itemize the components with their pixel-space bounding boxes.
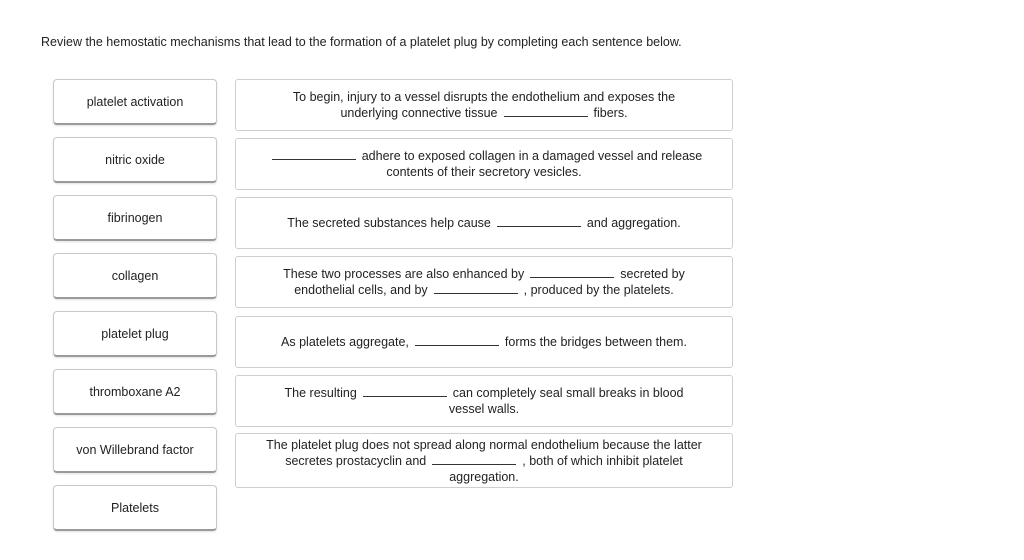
term-tile-von-willebrand-factor[interactable] [53,427,217,473]
sentence-text: can completely seal small breaks in blood [452,386,684,400]
term-tile-nitric-oxide[interactable] [53,137,217,183]
term-tile-platelet-activation[interactable] [53,79,217,125]
sentence-box-6 [235,375,733,427]
term-label: platelet activation [86,94,184,109]
sentence-box-1 [235,79,733,131]
term-tile-collagen[interactable] [53,253,217,299]
term-label: thromboxane A2 [89,384,181,399]
term-label: nitric oxide [105,152,165,167]
sentence-text: The platelet plug does not spread along normal endothelium because the latter [266,437,702,452]
sentence-text: underlying connective tissue [340,106,498,120]
sentence-text: , produced by the platelets. [523,283,674,297]
sentence-box-7 [235,433,733,488]
answer-blank[interactable] [504,106,588,117]
sentence-text: As platelets aggregate, [281,335,409,349]
sentence-text: forms the bridges between them. [504,335,687,349]
sentence-text: secreted by [620,267,685,281]
term-label: Platelets [111,500,159,515]
answer-blank[interactable] [434,283,518,294]
sentence-text: adhere to exposed collagen in a damaged vessel and release [361,149,703,163]
sentence-text: contents of their secretory vesicles. [386,165,582,179]
sentence-text: The resulting [284,386,357,400]
sentence-text: These two processes are also enhanced by [283,267,525,281]
answer-blank[interactable] [415,335,499,346]
answer-blank[interactable] [363,386,447,397]
answer-blank[interactable] [272,149,356,160]
sentence-text: To begin, injury to a vessel disrupts the endothelium and exposes the [292,90,676,104]
term-label: von Willebrand factor [76,442,194,457]
sentence-box-2 [235,138,733,190]
sentence-text: , both of which inhibit platelet [522,453,683,468]
term-label: platelet plug [101,326,169,341]
sentence-text: The secreted substances help cause [287,216,491,230]
instruction-text: Review the hemostatic mechanisms that lead to the formation of a platelet plug by completing each sentence below. [41,35,682,49]
term-label: fibrinogen [107,210,163,225]
term-tile-thromboxane-a2[interactable] [53,369,217,415]
sentence-text: vessel walls. [448,402,520,416]
answer-blank[interactable] [432,454,516,465]
sentence-text: and aggregation. [586,216,681,230]
sentence-box-5 [235,316,733,368]
term-tile-platelet-plug[interactable] [53,311,217,357]
sentence-box-3 [235,197,733,249]
sentence-box-4 [235,256,733,308]
term-tile-platelets[interactable] [53,485,217,531]
answer-blank[interactable] [530,267,614,278]
sentence-text: aggregation. [449,469,519,484]
answer-blank[interactable] [497,216,581,227]
term-label: collagen [111,268,159,283]
sentence-text: fibers. [593,106,628,120]
sentence-text: secretes prostacyclin and [285,453,427,468]
term-tile-fibrinogen[interactable] [53,195,217,241]
sentence-text: endothelial cells, and by [294,283,428,297]
